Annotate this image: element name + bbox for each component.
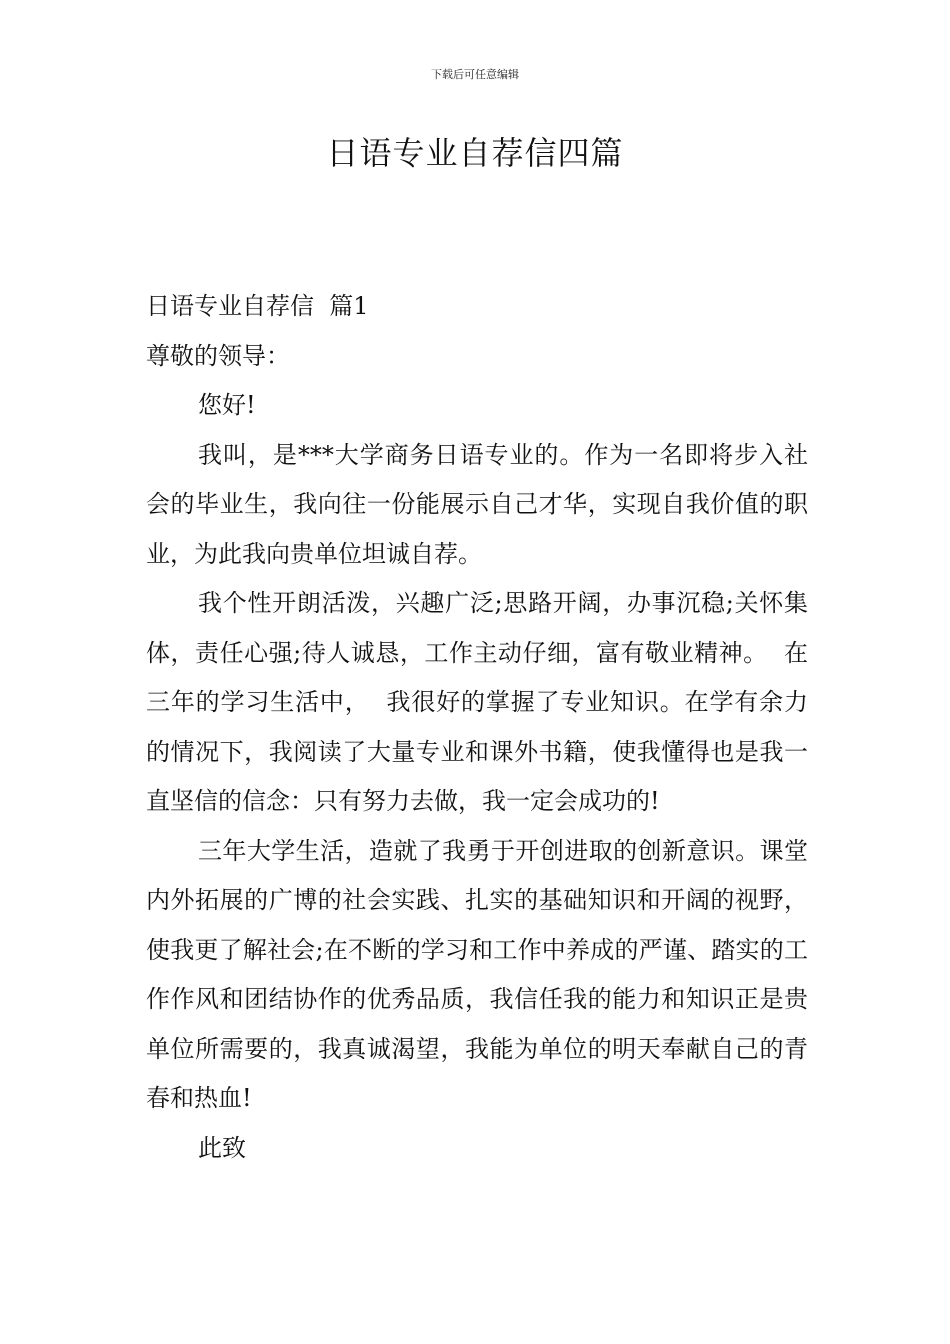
salutation: 尊敬的领导：: [146, 341, 290, 370]
closing: 此致: [198, 1133, 246, 1162]
section-heading: 日语专业自荐信 篇1: [146, 292, 369, 320]
paragraph-2: 我个性开朗活泼，兴趣广泛;思路开阔，办事沉稳;关怀集体，责任心强;待人诚恳，工作主动仔细，富有敬业精神。 在三年的学习生活中， 我很好的掌握了专业知识。在学有余力的情况下，我阅读了大量专业和课外书籍，使我懂得也是我一直坚信的信念：只有努力去做，我一定会成功的!: [146, 589, 808, 815]
document-title: 日语专业自荐信四篇: [326, 134, 624, 172]
paragraph-1: 我叫，是***大学商务日语专业的。作为一名即将步入社会的毕业生，我向往一份能展示自己才华，实现自我价值的职业，为此我向贵单位坦诚自荐。: [146, 440, 808, 568]
paragraph-3: 三年大学生活，造就了我勇于开创进取的创新意识。课堂内外拓展的广博的社会实践、扎实的基础知识和开阔的视野，使我更了解社会;在不断的学习和工作中养成的严谨、踏实的工作作风和团结协作的优秀品质，我信任我的能力和知识正是贵单位所需要的，我真诚渴望，我能为单位的明天奉献自己的青春和热血!: [146, 836, 808, 1112]
header-note: 下载后可任意编辑: [431, 68, 519, 81]
document-body: [146, 282, 808, 1173]
greeting: 您好!: [198, 391, 256, 419]
